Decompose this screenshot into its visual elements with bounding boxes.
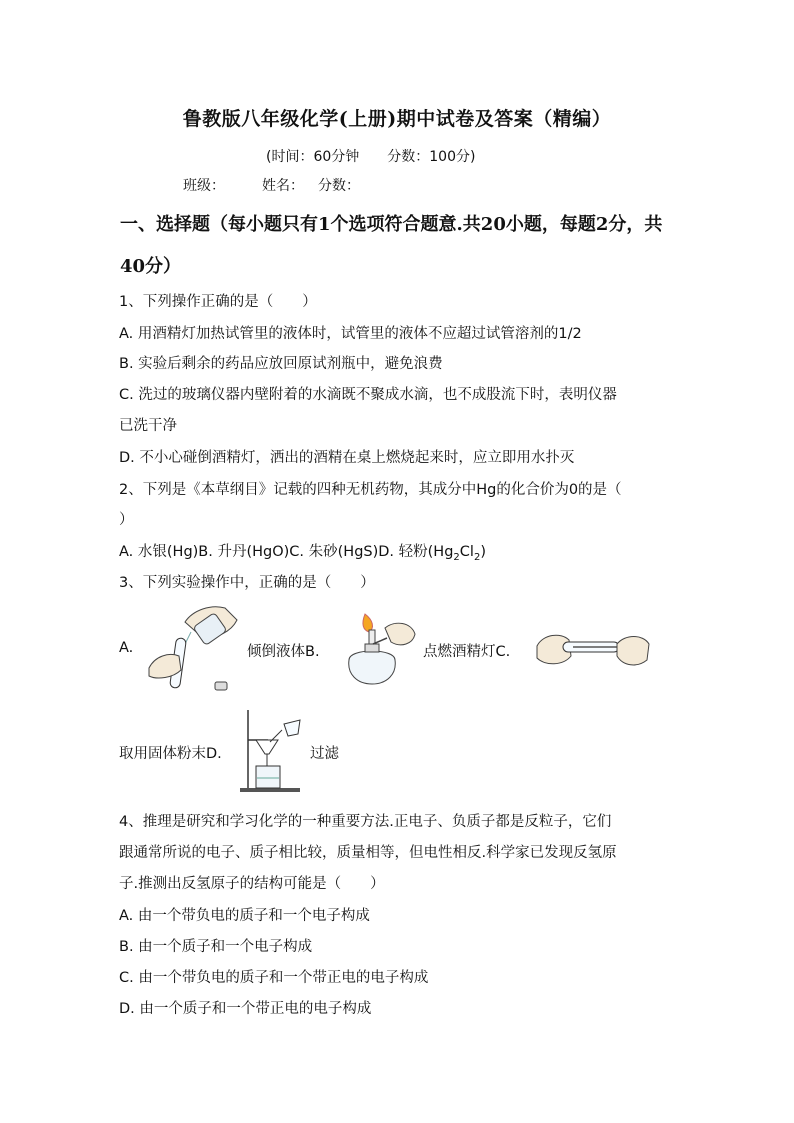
q3-stem: 3、下列实验操作中，正确的是（ ） — [119, 575, 375, 591]
class-label: 班级： — [183, 178, 225, 194]
q4-option-a: A. 由一个带负电的质子和一个电子构成 — [119, 908, 370, 924]
q4-option-c: C. 由一个带负电的质子和一个带正电的电子构成 — [119, 970, 429, 986]
q3-option-c-text: 取用固体粉末D. — [119, 746, 222, 762]
q4-stem: 4、推理是研究和学习化学的一种重要方法.正电子、负质子都是反粒子，它们 — [119, 814, 612, 830]
q2-stem-cont: ） — [119, 512, 134, 528]
q1-option-b: B. 实验后剩余的药品应放回原试剂瓶中，避免浪费 — [119, 356, 443, 372]
q3-option-a-text: 倾倒液体B. — [247, 644, 320, 660]
q4-stem-cont: 跟通常所说的电子、质子相比较，质量相等，但电性相反.科学家已发现反氢原 — [119, 845, 617, 861]
q2-options — [119, 540, 486, 563]
score-label: 分数： — [318, 178, 360, 194]
q3-option-d-text: 过滤 — [310, 746, 339, 762]
section-heading: 一、选择题（每小题只有1个选项符合题意.共20小题，每题2分，共 — [120, 214, 663, 235]
q2-options-text: A. 水银(Hg)B. 升丹(HgO)C. 朱砂(HgS)D. 轻粉(Hg — [119, 544, 454, 560]
solid-powder-image — [533, 626, 653, 672]
q4-option-d: D. 由一个质子和一个带正电的电子构成 — [119, 1001, 372, 1017]
q2-stem: 2、下列是《本草纲目》记载的四种无机药物，其成分中Hg的化合价为0的是（ — [119, 482, 622, 498]
q3-option-b-text: 点燃酒精灯C. — [423, 644, 511, 660]
q1-option-c-cont: 已洗干净 — [119, 418, 177, 434]
q1-stem: 1、下列操作正确的是（ ） — [119, 294, 317, 310]
q3-option-a-label: A. — [119, 640, 134, 656]
subscript: 2 — [453, 551, 460, 563]
q4-option-b: B. 由一个质子和一个电子构成 — [119, 939, 313, 955]
q4-stem-cont2: 子.推测出反氢原子的结构可能是（ ） — [119, 876, 385, 892]
alcohol-lamp-image — [335, 604, 421, 690]
time-score: (时间：60分钟 分数：100分) — [266, 149, 476, 165]
filtration-image — [238, 710, 308, 794]
q1-option-d: D. 不小心碰倒酒精灯，洒出的酒精在桌上燃烧起来时，应立即用水扑灭 — [119, 450, 575, 466]
subscript: 2 — [473, 551, 481, 563]
q1-option-a: A. 用酒精灯加热试管里的液体时，试管里的液体不应超过试管溶剂的1/2 — [119, 326, 582, 342]
close-paren: ) — [480, 544, 486, 560]
section-heading-cont: 40分） — [120, 256, 182, 277]
name-label: 姓名： — [262, 178, 304, 194]
pouring-liquid-image — [145, 598, 245, 694]
chlorine-symbol: Cl — [459, 544, 474, 560]
q1-option-c: C. 洗过的玻璃仪器内壁附着的水滴既不聚成水滴，也不成股流下时，表明仪器 — [119, 387, 617, 403]
page-title: 鲁教版八年级化学(上册)期中试卷及答案（精编） — [182, 108, 612, 130]
